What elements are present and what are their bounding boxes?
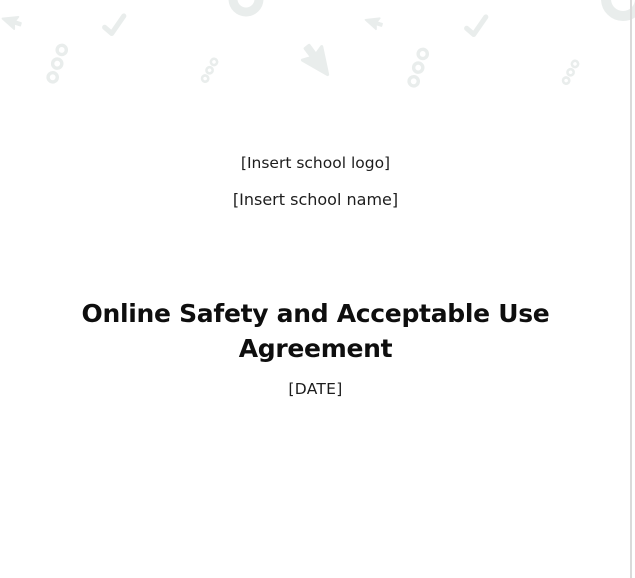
check-icon bbox=[460, 10, 493, 43]
date-placeholder: [DATE] bbox=[288, 380, 343, 398]
spiral-icon bbox=[393, 41, 445, 92]
school-logo-placeholder: [Insert school logo] bbox=[240, 154, 391, 172]
document-title-line-2: Agreement bbox=[238, 334, 393, 363]
school-name-placeholder: [Insert school name] bbox=[232, 190, 399, 209]
spiral-icon bbox=[193, 54, 227, 86]
cursor-icon bbox=[0, 6, 27, 36]
cursor-icon bbox=[292, 38, 337, 83]
check-icon bbox=[98, 9, 131, 42]
ring-icon bbox=[228, 0, 264, 17]
document-title bbox=[0, 296, 631, 366]
spiral-icon bbox=[554, 56, 588, 88]
spiral-icon bbox=[32, 37, 84, 88]
document-title-line-1: Online Safety and Acceptable Use bbox=[81, 299, 550, 328]
cursor-icon bbox=[361, 8, 388, 35]
page-edge-line bbox=[630, 0, 632, 578]
decorative-header-band bbox=[0, 0, 631, 105]
